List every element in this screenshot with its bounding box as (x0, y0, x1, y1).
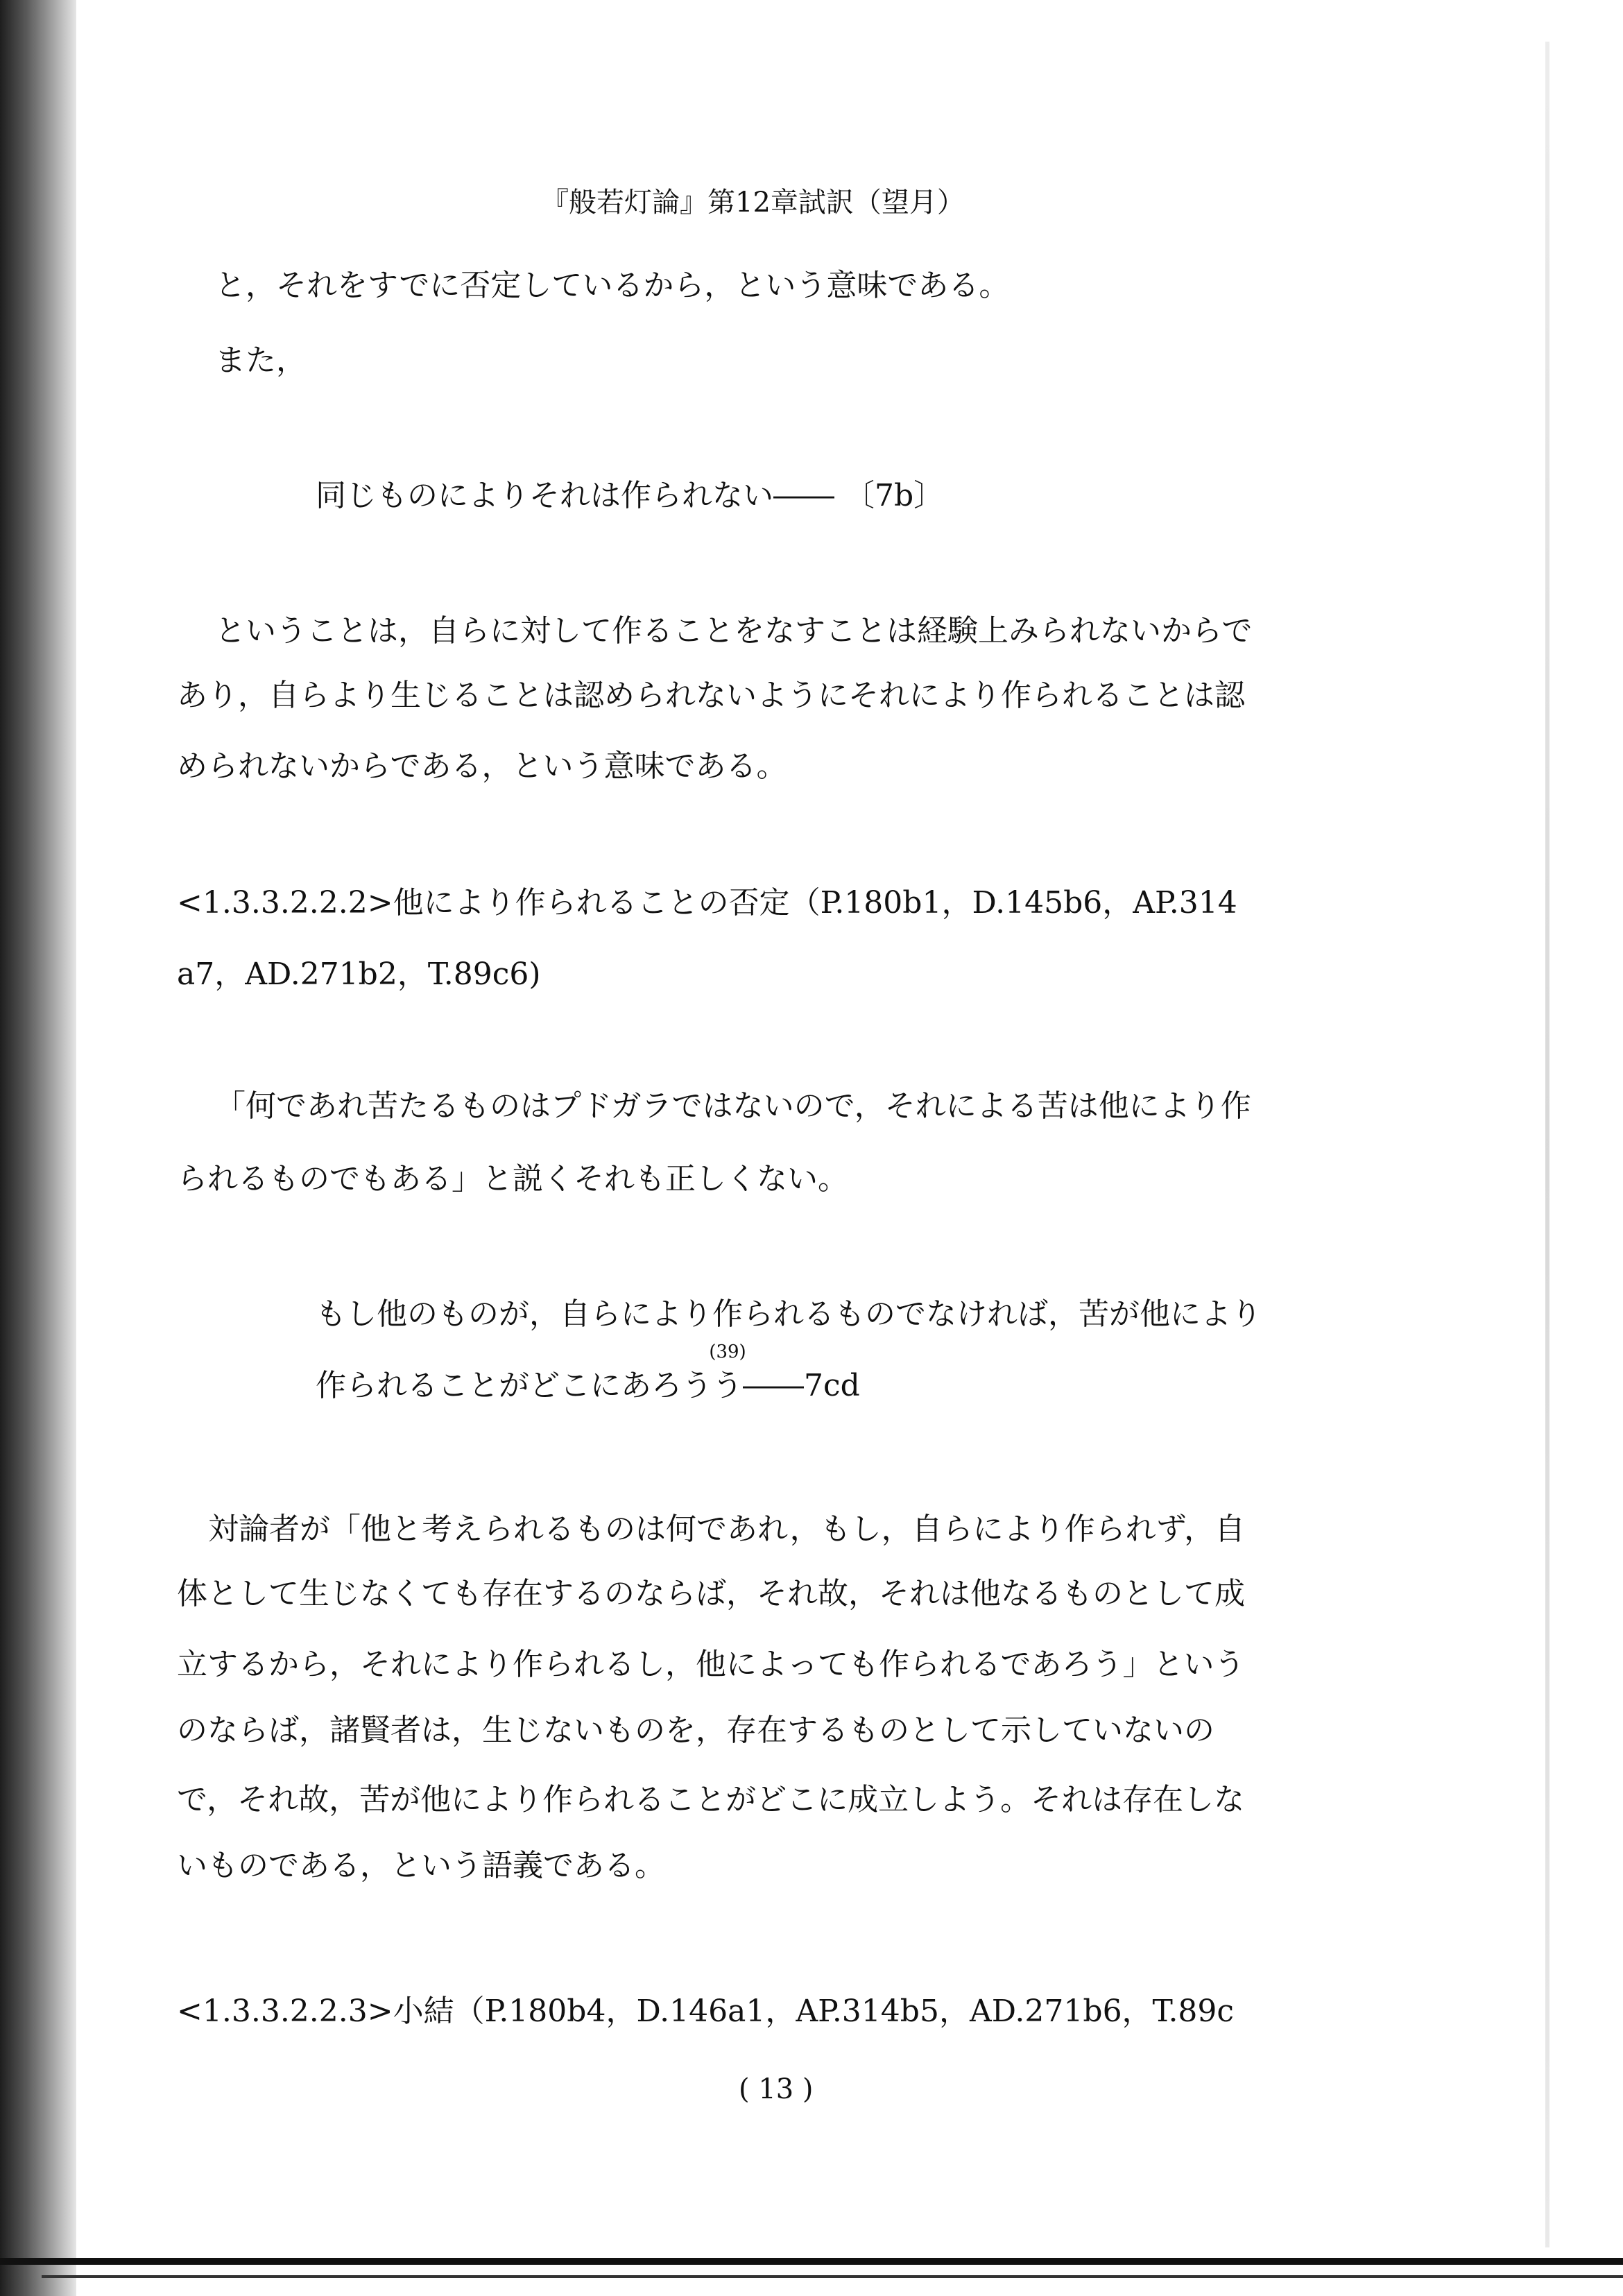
scan-left-edge (0, 0, 76, 2296)
footnote-anchor (709, 1342, 746, 1407)
paragraph-4-line-5: で，それ故，苦が他により作られることがどこに成立しよう。それは存在しな (177, 1782, 1245, 1817)
paragraph-1-line-2: また， (215, 343, 307, 378)
verse-7cd-line-2 (316, 1342, 860, 1407)
verse-7cd-reference: ――7cd (743, 1368, 860, 1403)
footnote-anchor-char: う (712, 1368, 743, 1403)
verse-7cd-line-1: もし他のものが，自らにより作られるものでなければ，苦が他により (316, 1296, 1262, 1332)
paragraph-3-line-2: られるものでもある」と説くそれも正しくない。 (177, 1161, 848, 1197)
paragraph-4-line-6: いものである，という語義である。 (177, 1848, 665, 1883)
footnote-marker-39: (39) (709, 1342, 746, 1362)
scan-right-edge (1545, 42, 1549, 2247)
paragraph-4-line-2: 体として生じなくても存在するのならば，それ故，それは他なるものとして成 (177, 1576, 1245, 1611)
paragraph-2-line-3: められないからである，という意味である。 (177, 748, 787, 784)
scan-bottom-edge-line (42, 2275, 1623, 2278)
paragraph-2-line-1: ということは，自らに対して作ることをなすことは経験上みられないからで (215, 613, 1253, 649)
paragraph-4-line-1: 対論者が「他と考えられるものは何であれ，もし，自らにより作られず，自 (208, 1511, 1246, 1547)
paragraph-4-line-3: 立するから，それにより作られるし，他によっても作られるであろう」という (177, 1647, 1245, 1682)
paragraph-3-line-1: 「何であれ苦たるものはプドガラではないので，それによる苦は他により作 (215, 1088, 1251, 1124)
scan-bottom-edge (0, 2258, 1623, 2265)
verse-7cd-text: 作られることがどこにあろう (316, 1368, 712, 1403)
paragraph-2-line-2: あり，自らより生じることは認められないようにそれにより作られることは認 (177, 678, 1245, 713)
section-heading-1-line-2: a7，AD.271b2，T.89c6) (177, 957, 541, 992)
paragraph-4-line-4: のならば，諸賢者は，生じないものを，存在するものとして示していないの (177, 1713, 1214, 1748)
section-heading-1-line-1: <1.3.3.2.2.2>他により作られることの否定（P.180b1，D.145b6，AP.314 (177, 885, 1237, 920)
section-heading-2-line-1: <1.3.3.2.2.3>小結（P.180b4，D.146a1，AP.314b5，AD.271b6，T.89c (177, 1994, 1235, 2029)
paragraph-1-line-1: と，それをすでに否定しているから，という意味である。 (215, 268, 1010, 303)
verse-7b: 同じものによりそれは作られない―― 〔7b〕 (316, 478, 945, 513)
running-header: 『般若灯論』第12章試訳（望月） (541, 187, 965, 219)
page-number: ( 13 ) (739, 2073, 814, 2105)
